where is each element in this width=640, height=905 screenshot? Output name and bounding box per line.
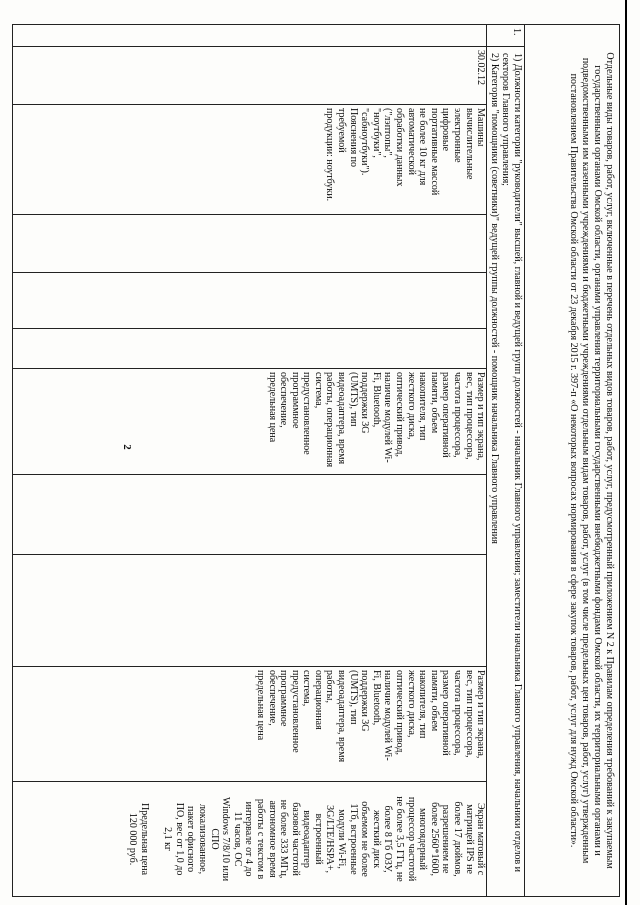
text-line: частота процессора, (452, 372, 464, 458)
text-line: предельная цена (266, 372, 278, 443)
text-line: СПО (208, 828, 220, 850)
text-line: Предельная цена (139, 803, 150, 876)
text-line: программное (278, 670, 290, 727)
text-line: более 17 дюймов, (452, 801, 464, 877)
text-line: объемом не более (359, 801, 371, 877)
text-line: интервале от 4 до (243, 801, 255, 877)
text-line: поддержки 3G (359, 670, 371, 732)
text-line: Экран матовый с (475, 802, 487, 876)
position-categories (487, 47, 525, 897)
text-line: оптический привод, (394, 372, 406, 457)
text-line: Windows 7/8/10 или (220, 796, 232, 882)
empty-cell (13, 555, 487, 667)
text-line: размер оперативной (440, 372, 452, 458)
text-line: жесткого диска, (405, 372, 417, 440)
text-line: продукции: ноутбуки. (324, 108, 336, 202)
item-name (13, 105, 487, 215)
empty-cell (13, 25, 487, 47)
text-line: 11 часов, ОС (231, 811, 243, 867)
text-line: портативные массой (428, 108, 440, 196)
text-line: "сабноутбуки"). (359, 108, 371, 176)
text-line: предельная цена (254, 670, 266, 741)
empty-cell (13, 215, 487, 273)
items-table (12, 24, 620, 897)
text-line: наличие модулей Wi- (382, 372, 394, 463)
text-line: автоматической (405, 108, 417, 175)
rotated-page (12, 24, 620, 896)
text-line: вычислительные (463, 108, 475, 180)
text-line: работы с текстом в (254, 798, 266, 880)
text-line: не более 333 МГц, (278, 799, 290, 879)
empty-cell (13, 329, 487, 369)
text-line: 1Тб, встроенные (347, 803, 359, 875)
document-heading: Отдельные виды товаров, работ, услуг, включенные в перечень отдельных видов товаров, работ, услуг, предусмотренный приложением N 2 к Правилам определения требований к закупаемым государственными органами Омской области, органами управления территориальными государственными внебюджетными фондами Омской области, их территориальными органами и подведомственными им казенными учреждениями и бюджетными учреждениями отдельным видам товаров, работ, услуг (в том числе предельных цен товаров, работ, услуг) утвержденным постановлением Правительства Омской области от 23 декабря 2015 г. 397-п «О некоторых вопросах нормирования в сфере закупок товаров, работ, услуг для нужд Омской области». (525, 25, 620, 897)
text-line: пакет офисного (185, 805, 197, 873)
text-line: автономное время (266, 800, 278, 878)
text-line: встроенный (312, 813, 324, 865)
text-line: предустановленное (301, 372, 313, 455)
characteristics-cell (13, 667, 487, 782)
text-line: требуемой (336, 108, 348, 153)
text-line: накопителя, тип (417, 670, 429, 739)
text-line: Размер и тип экрана, (475, 372, 487, 461)
text-line: 3G/LTE/HSPA+, (324, 805, 336, 874)
text-line: работы, (324, 670, 336, 703)
text-line: локализованное, (196, 803, 208, 875)
category-line: 2) Категория "помощники (советники)" ведущей группы должностей - помощник начальника Главного управления (488, 53, 500, 544)
page-edge-rule (625, 0, 627, 905)
text-line: Fi, Bluetooth, (370, 372, 382, 428)
text-line: Размер и тип экрана, (475, 670, 487, 759)
text-line: операционная (312, 670, 324, 730)
text-line: предустановленное (289, 670, 301, 753)
text-line: ("лэптопы", (382, 108, 394, 158)
text-line: Fi, Bluetooth, (370, 670, 382, 726)
text-line: работы, операционная (324, 372, 336, 468)
text-line: система, (301, 670, 313, 707)
text-line: разрешением не (440, 804, 452, 874)
text-line: не более 3,5 ГГц, не (394, 796, 406, 882)
text-line: 120 000 руб. (127, 812, 139, 866)
text-line: частота процессора, (452, 670, 464, 756)
text-line: матрицей IPS не (463, 804, 475, 874)
text-line: обеспечение, (278, 372, 290, 428)
text-line: процессор частотой (405, 796, 417, 882)
text-line: памяти, объем (428, 372, 440, 434)
text-line: вес, тип процессора, (463, 372, 475, 460)
text-line: накопителя, тип (417, 372, 429, 441)
text-line: жесткий диск (370, 810, 382, 869)
text-line: вес, тип процессора, (463, 670, 475, 758)
text-line: электронные (452, 108, 464, 163)
text-line: размер оперативной (440, 670, 452, 756)
text-line: более 8 Гб ОЗУ, (382, 805, 394, 873)
text-line: многоядерный (417, 808, 429, 870)
row-number: 1. (487, 25, 525, 47)
text-line: более 2560*1600, (428, 802, 440, 876)
text-line: наличие модулей Wi- (382, 670, 394, 761)
text-line: жесткого диска, (405, 670, 417, 738)
values-cell (13, 782, 487, 897)
text-line: видеоадаптера, время (336, 372, 348, 465)
text-line: не более 10 кг для (417, 108, 429, 186)
text-line: система, (312, 372, 324, 409)
text-line: видеоадаптер (301, 810, 313, 868)
text-line: оптический привод, (394, 670, 406, 755)
text-line: памяти, объем (428, 670, 440, 732)
text-line: модули Wi-Fi, (336, 809, 348, 869)
text-line: программное (289, 372, 301, 429)
page-number: 2 (121, 444, 133, 450)
text-line: "ноутбуки", (370, 108, 382, 158)
empty-cell (13, 475, 487, 555)
text-line: (UMTS), тип (347, 372, 359, 427)
text-line: обеспечение, (266, 670, 278, 726)
text-line: поддержки 3G (359, 372, 371, 434)
text-line: (UMTS), тип (347, 670, 359, 725)
text-line: Машины (475, 108, 487, 147)
okpd-code: 30.02.12 (13, 47, 487, 105)
text-line: Пояснения по (347, 108, 359, 168)
characteristics-cell (13, 369, 487, 475)
text-line: цифровые (440, 108, 452, 152)
text-line: базовой частотой (289, 802, 301, 876)
text-line: обработки данных (394, 108, 406, 187)
empty-cell (13, 273, 487, 329)
text-line: 2,1 кг (162, 827, 174, 852)
category-line: 1) Должности категории "руководители" высшей, главной и ведущей групп должностей - начальник Главного управления; заместители начальника Главного управления, начальники отделов и секторов Главного управления; (500, 53, 523, 873)
text-line: видеоадаптера, время (336, 670, 348, 763)
text-line: ПО, вес от 1,0 до (173, 802, 185, 876)
text-line (150, 785, 162, 893)
